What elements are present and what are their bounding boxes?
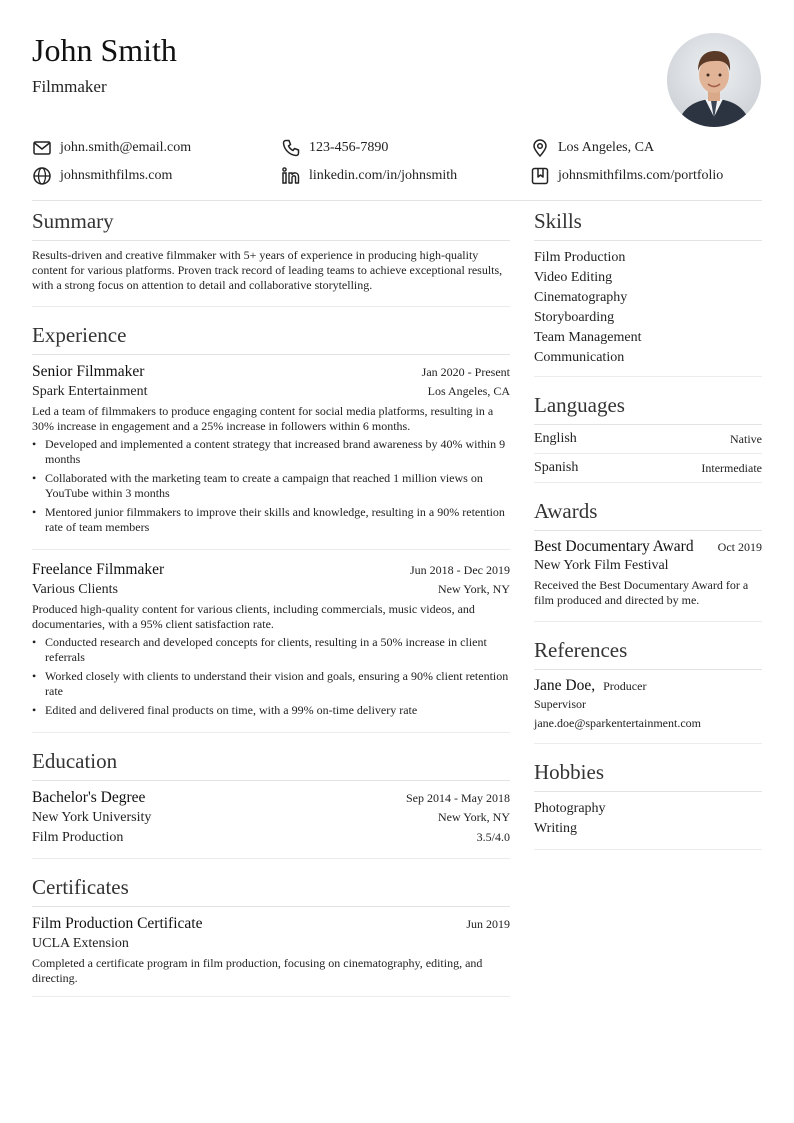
website-text: johnsmithfilms.com (60, 168, 173, 183)
award-description: Received the Best Documentary Award for a film produced and directed by me. (534, 578, 749, 607)
achievement-list (32, 437, 510, 535)
gpa: 3.5/4.0 (476, 830, 510, 844)
reference-email[interactable]: jane.doe@sparkentertainment.com (534, 716, 701, 730)
skill-item: Storyboarding (534, 310, 615, 325)
award-organization: New York Film Festival (534, 558, 669, 573)
section-title: Skills (534, 207, 762, 241)
language-name: English (534, 431, 577, 446)
right-column (534, 207, 762, 864)
field-of-study: Film Production (32, 830, 124, 845)
linkedin-icon (281, 166, 301, 186)
experience-section (32, 321, 510, 733)
company: Various Clients (32, 582, 118, 597)
job-location: New York, NY (437, 582, 510, 596)
mail-icon (32, 138, 52, 158)
skill-item: Team Management (534, 330, 642, 345)
certificate-description: Completed a certificate program in film production, focusing on cinematography, editing, and directing. (32, 956, 483, 985)
summary-text: Results-driven and creative filmmaker with 5+ years of experience in producing high-quality content for various platforms. Proven track record of leading teams to achieve exceptional results, with a strong focus on attention to detail and collaborative storytelling. (32, 248, 503, 292)
section-title: Certificates (32, 873, 510, 907)
section-title: Awards (534, 497, 762, 531)
section-title: Languages (534, 391, 762, 425)
degree: Bachelor's Degree (32, 789, 146, 806)
job-dates: Jan 2020 - Present (421, 365, 510, 379)
award-name: Best Documentary Award (534, 538, 694, 555)
contact-phone[interactable] (281, 138, 530, 158)
language-row (534, 425, 762, 454)
hobby-item: Photography (534, 801, 606, 816)
contact-portfolio[interactable] (530, 166, 723, 186)
linkedin-text: linkedin.com/in/johnsmith (309, 168, 458, 183)
language-level: Native (730, 431, 762, 446)
section-title: Experience (32, 321, 510, 355)
job-title: Freelance Filmmaker (32, 561, 165, 578)
skill-item: Cinematography (534, 290, 628, 305)
hobbies-section (534, 758, 762, 850)
phone-text: 123-456-7890 (309, 140, 389, 155)
school: New York University (32, 810, 152, 825)
location-pin-icon (530, 138, 550, 158)
achievement-item: • Collaborated with the marketing team to create a campaign that reached 1 million views on YouTube within 3 months (32, 471, 510, 501)
skills-section (534, 207, 762, 377)
experience-entry (32, 362, 510, 549)
skill-item: Film Production (534, 250, 626, 265)
language-row (534, 454, 762, 482)
avatar (667, 33, 761, 127)
skill-item: Communication (534, 350, 625, 365)
achievement-item: • Mentored junior filmmakers to improve their skills and knowledge, resulting in a 90% retention rate of team members (32, 505, 510, 535)
reference-name: Jane Doe, (534, 677, 596, 694)
skill-item: Video Editing (534, 270, 613, 285)
reference-role-continued: Supervisor (534, 697, 586, 711)
section-title: Education (32, 747, 510, 781)
achievement-list (32, 635, 510, 718)
portfolio-bookmark-icon (530, 166, 550, 186)
language-level: Intermediate (701, 460, 762, 475)
achievement-item: • Developed and implemented a content strategy that increased brand awareness by 40% within 9 months (32, 437, 510, 467)
section-title: References (534, 636, 762, 670)
certificate-date: Jun 2019 (466, 917, 510, 931)
email-text: john.smith@email.com (60, 140, 192, 155)
achievement-item: • Worked closely with clients to understand their vision and goals, ensuring a 90% client retention rate (32, 669, 510, 699)
school-location: New York, NY (437, 810, 510, 824)
languages-section (534, 391, 762, 483)
candidate-role: Filmmaker (32, 77, 107, 96)
awards-section (534, 497, 762, 622)
hobby-item: Writing (534, 821, 577, 836)
experience-entry (32, 549, 510, 732)
job-title: Senior Filmmaker (32, 363, 145, 380)
reference-role: Producer (603, 679, 647, 693)
contact-location (530, 138, 654, 158)
award-date: Oct 2019 (717, 540, 762, 554)
header-divider (32, 200, 762, 201)
achievement-item: • Edited and delivered final products on time, with a 99% on-time delivery rate (32, 703, 510, 718)
language-name: Spanish (534, 460, 579, 475)
summary-section (32, 207, 510, 307)
section-title: Summary (32, 207, 510, 241)
job-location: Los Angeles, CA (427, 384, 510, 398)
job-description: Led a team of filmmakers to produce engaging content for social media platforms, resulting in a 30% increase in engagement and a 25% increase in followers within 6 months. (32, 404, 494, 433)
phone-icon (281, 138, 301, 158)
contact-email[interactable] (32, 138, 281, 158)
education-section (32, 747, 510, 859)
references-section (534, 636, 762, 744)
certificate-entry (32, 914, 510, 996)
company: Spark Entertainment (32, 384, 148, 399)
profile-photo (667, 33, 761, 127)
contact-info (32, 134, 762, 190)
job-dates: Jun 2018 - Dec 2019 (410, 563, 510, 577)
certificate-issuer: UCLA Extension (32, 936, 129, 951)
left-column (32, 207, 510, 1011)
candidate-name: John Smith (32, 32, 177, 68)
globe-icon (32, 166, 52, 186)
certificate-name: Film Production Certificate (32, 915, 203, 932)
achievement-item: • Conducted research and developed concepts for clients, resulting in a 50% increase in client referrals (32, 635, 510, 665)
location-text: Los Angeles, CA (558, 140, 655, 155)
certificates-section (32, 873, 510, 997)
section-title: Hobbies (534, 758, 762, 792)
education-entry (32, 788, 510, 858)
education-dates: Sep 2014 - May 2018 (406, 791, 510, 805)
contact-linkedin[interactable] (281, 166, 530, 186)
portfolio-text: johnsmithfilms.com/portfolio (558, 168, 724, 183)
job-description: Produced high-quality content for various clients, including commercials, music videos, and documentaries, with a 95% client satisfaction rate. (32, 602, 475, 631)
contact-website[interactable] (32, 166, 281, 186)
